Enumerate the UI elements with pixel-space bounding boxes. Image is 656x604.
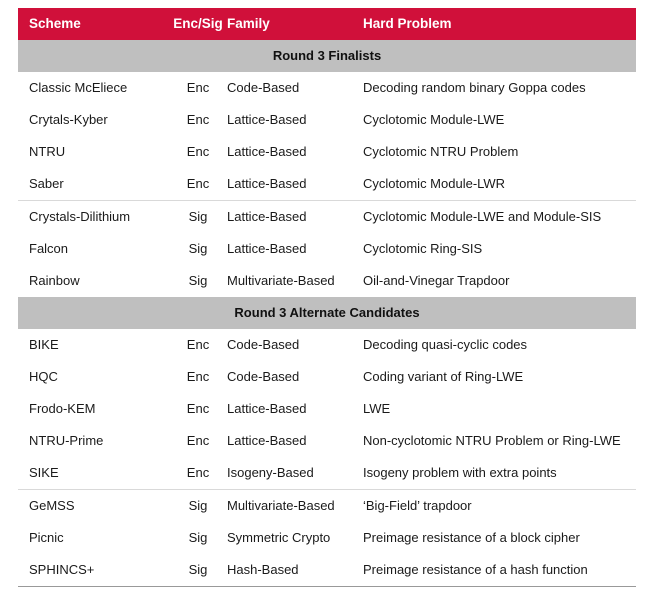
cell-hard-problem: Cyclotomic NTRU Problem: [363, 144, 519, 159]
cell-hard-problem: LWE: [363, 401, 391, 416]
table-header-row: [18, 8, 636, 40]
cell-hard-problem: Coding variant of Ring-LWE: [363, 369, 524, 384]
cell-family: Hash-Based: [227, 562, 299, 577]
table-row: [18, 554, 636, 587]
cell-scheme: BIKE: [29, 337, 59, 352]
cell-enc-sig: Enc: [186, 112, 210, 127]
cell-scheme: HQC: [29, 369, 58, 384]
cell-enc-sig: Sig: [188, 498, 208, 513]
cell-family: Lattice-Based: [227, 176, 307, 191]
cell-family: Multivariate-Based: [227, 498, 335, 513]
cell-enc-sig: Sig: [188, 241, 208, 256]
cell-scheme: Rainbow: [29, 273, 80, 288]
cell-enc-sig: Enc: [186, 433, 210, 448]
table-row: [18, 265, 636, 297]
cell-enc-sig: Sig: [188, 209, 208, 224]
cell-scheme: Picnic: [29, 530, 64, 545]
cell-enc-sig: Sig: [188, 562, 208, 577]
cell-enc-sig: Enc: [186, 465, 210, 480]
cell-scheme: NTRU-Prime: [29, 433, 104, 448]
cell-scheme: SIKE: [29, 465, 59, 480]
cell-hard-problem: Cyclotomic Ring-SIS: [363, 241, 483, 256]
cell-family: Lattice-Based: [227, 112, 307, 127]
table-row: [18, 200, 636, 233]
cell-hard-problem: Non-cyclotomic NTRU Problem or Ring-LWE: [363, 433, 621, 448]
cell-family: Lattice-Based: [227, 241, 307, 256]
pqc-schemes-table: [18, 8, 636, 587]
header-hard-problem: Hard Problem: [363, 16, 452, 31]
cell-hard-problem: Cyclotomic Module-LWE: [363, 112, 505, 127]
table-row: [18, 489, 636, 522]
section-header-finalists: Round 3 Finalists: [18, 40, 636, 72]
cell-family: Lattice-Based: [227, 433, 307, 448]
cell-scheme: Saber: [29, 176, 64, 191]
table-row: [18, 329, 636, 361]
table-row: [18, 361, 636, 393]
table-row: [18, 425, 636, 457]
cell-hard-problem: Isogeny problem with extra points: [363, 465, 557, 480]
cell-scheme: SPHINCS+: [29, 562, 95, 577]
cell-scheme: Frodo-KEM: [29, 401, 96, 416]
table-row: [18, 72, 636, 104]
cell-family: Lattice-Based: [227, 144, 307, 159]
header-family: Family: [227, 16, 270, 31]
cell-hard-problem: Preimage resistance of a block cipher: [363, 530, 580, 545]
cell-family: Lattice-Based: [227, 401, 307, 416]
cell-family: Isogeny-Based: [227, 465, 314, 480]
table-row: [18, 393, 636, 425]
cell-enc-sig: Enc: [186, 176, 210, 191]
cell-enc-sig: Sig: [188, 273, 208, 288]
table-row: [18, 104, 636, 136]
table-row: [18, 457, 636, 489]
table-row: [18, 233, 636, 265]
cell-family: Code-Based: [227, 369, 300, 384]
cell-enc-sig: Enc: [186, 401, 210, 416]
table-row: [18, 136, 636, 168]
cell-scheme: Crytals-Kyber: [29, 112, 108, 127]
cell-hard-problem: Decoding random binary Goppa codes: [363, 80, 586, 95]
cell-enc-sig: Enc: [186, 337, 210, 352]
cell-hard-problem: Cyclotomic Module-LWE and Module-SIS: [363, 209, 602, 224]
cell-scheme: Falcon: [29, 241, 69, 256]
cell-enc-sig: Enc: [186, 369, 210, 384]
cell-enc-sig: Enc: [186, 144, 210, 159]
cell-hard-problem: Oil-and-Vinegar Trapdoor: [363, 273, 510, 288]
header-scheme: Scheme: [29, 16, 81, 31]
cell-enc-sig: Enc: [186, 80, 210, 95]
cell-hard-problem: Preimage resistance of a hash function: [363, 562, 588, 577]
cell-scheme: GeMSS: [29, 498, 75, 513]
section-header-alternates: Round 3 Alternate Candidates: [18, 297, 636, 329]
cell-family: Symmetric Crypto: [227, 530, 331, 545]
cell-family: Code-Based: [227, 337, 300, 352]
cell-hard-problem: Decoding quasi-cyclic codes: [363, 337, 528, 352]
table-row: [18, 522, 636, 554]
cell-scheme: Crystals-Dilithium: [29, 209, 131, 224]
table-row: [18, 168, 636, 200]
cell-hard-problem: ‘Big-Field’ trapdoor: [363, 498, 472, 513]
cell-scheme: Classic McEliece: [29, 80, 128, 95]
cell-enc-sig: Sig: [188, 530, 208, 545]
cell-scheme: NTRU: [29, 144, 66, 159]
cell-family: Lattice-Based: [227, 209, 307, 224]
cell-family: Code-Based: [227, 80, 300, 95]
cell-hard-problem: Cyclotomic Module-LWR: [363, 176, 506, 191]
cell-family: Multivariate-Based: [227, 273, 335, 288]
header-enc-sig: Enc/Sig: [173, 16, 223, 31]
